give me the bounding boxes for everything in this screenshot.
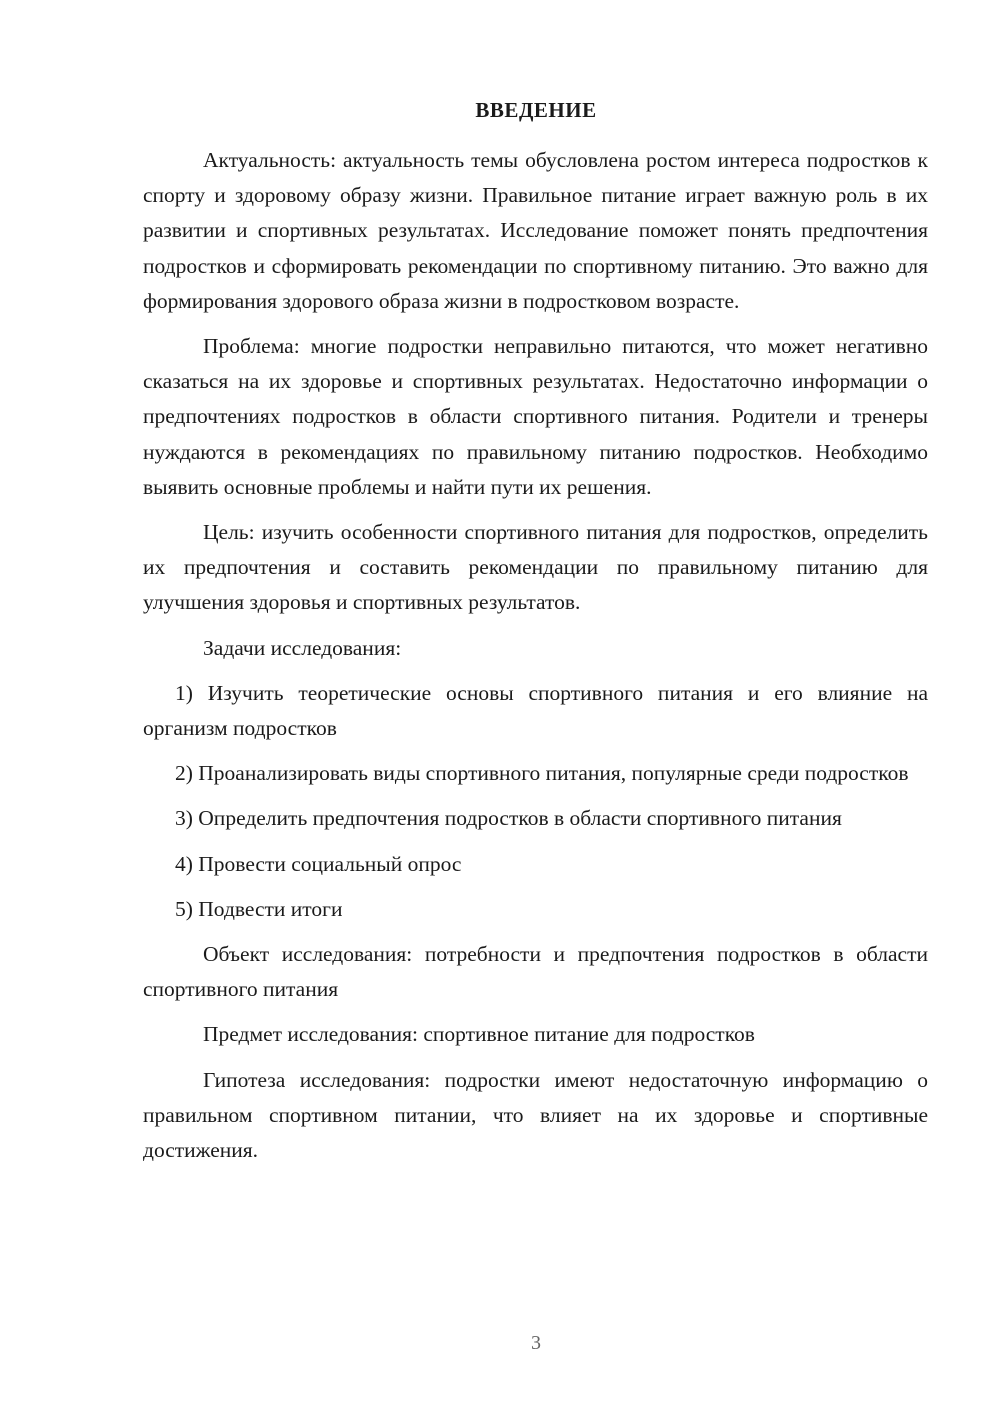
task-item-3: 3) Определить предпочтения подростков в области спортивного питания [175,806,842,831]
paragraph-hypothesis: Гипотеза исследования: подростки имеют недостаточную информацию о правильном спортивном питании, что влияет на их здоровье и спортивные достижения. [143,1067,928,1163]
tasks-heading: Задачи исследования: [203,635,402,660]
task-item-4: 4) Провести социальный опрос [175,851,462,876]
task-item-5: 5) Подвести итоги [175,896,343,921]
paragraph-problem: Проблема: многие подростки неправильно питаются, что может негативно сказаться на их здоровье и спортивных результатах. Недостаточно информации о предпочтениях подростков в области спортивного питания. Родители и тренеры нуждаются в рекомендациях по правильному питанию подростков. Необходимо выявить основные проблемы и найти пути их решения. [143,334,928,499]
task-item-2: 2) Проанализировать виды спортивного питания, популярные среди подростков [175,761,909,786]
page-number: 3 [531,1332,541,1354]
paragraph-subject: Предмет исследования: спортивное питание для подростков [203,1022,755,1047]
page-title: ВВЕДЕНИЕ [475,98,597,122]
paragraph-relevance: Актуальность: актуальность темы обусловлена ростом интереса подростков к спорту и здоровому образу жизни. Правильное питание играет важную роль в их развитии и спортивных результатах. Исследование поможет понять предпочтения подростков и сформировать рекомендации по спортивному питанию. Это важно для формирования здорового образа жизни в подростковом возрасте. [143,148,928,313]
document-body [143,143,928,1178]
paragraph-object: Объект исследования: потребности и предпочтения подростков в области спортивного питания [143,942,928,1002]
task-item-1: 1) Изучить теоретические основы спортивного питания и его влияние на организм подростков [143,680,928,741]
paragraph-goal: Цель: изучить особенности спортивного питания для подростков, определить их предпочтения и составить рекомендации по правильному питанию для улучшения здоровья и спортивных результатов. [143,520,928,615]
